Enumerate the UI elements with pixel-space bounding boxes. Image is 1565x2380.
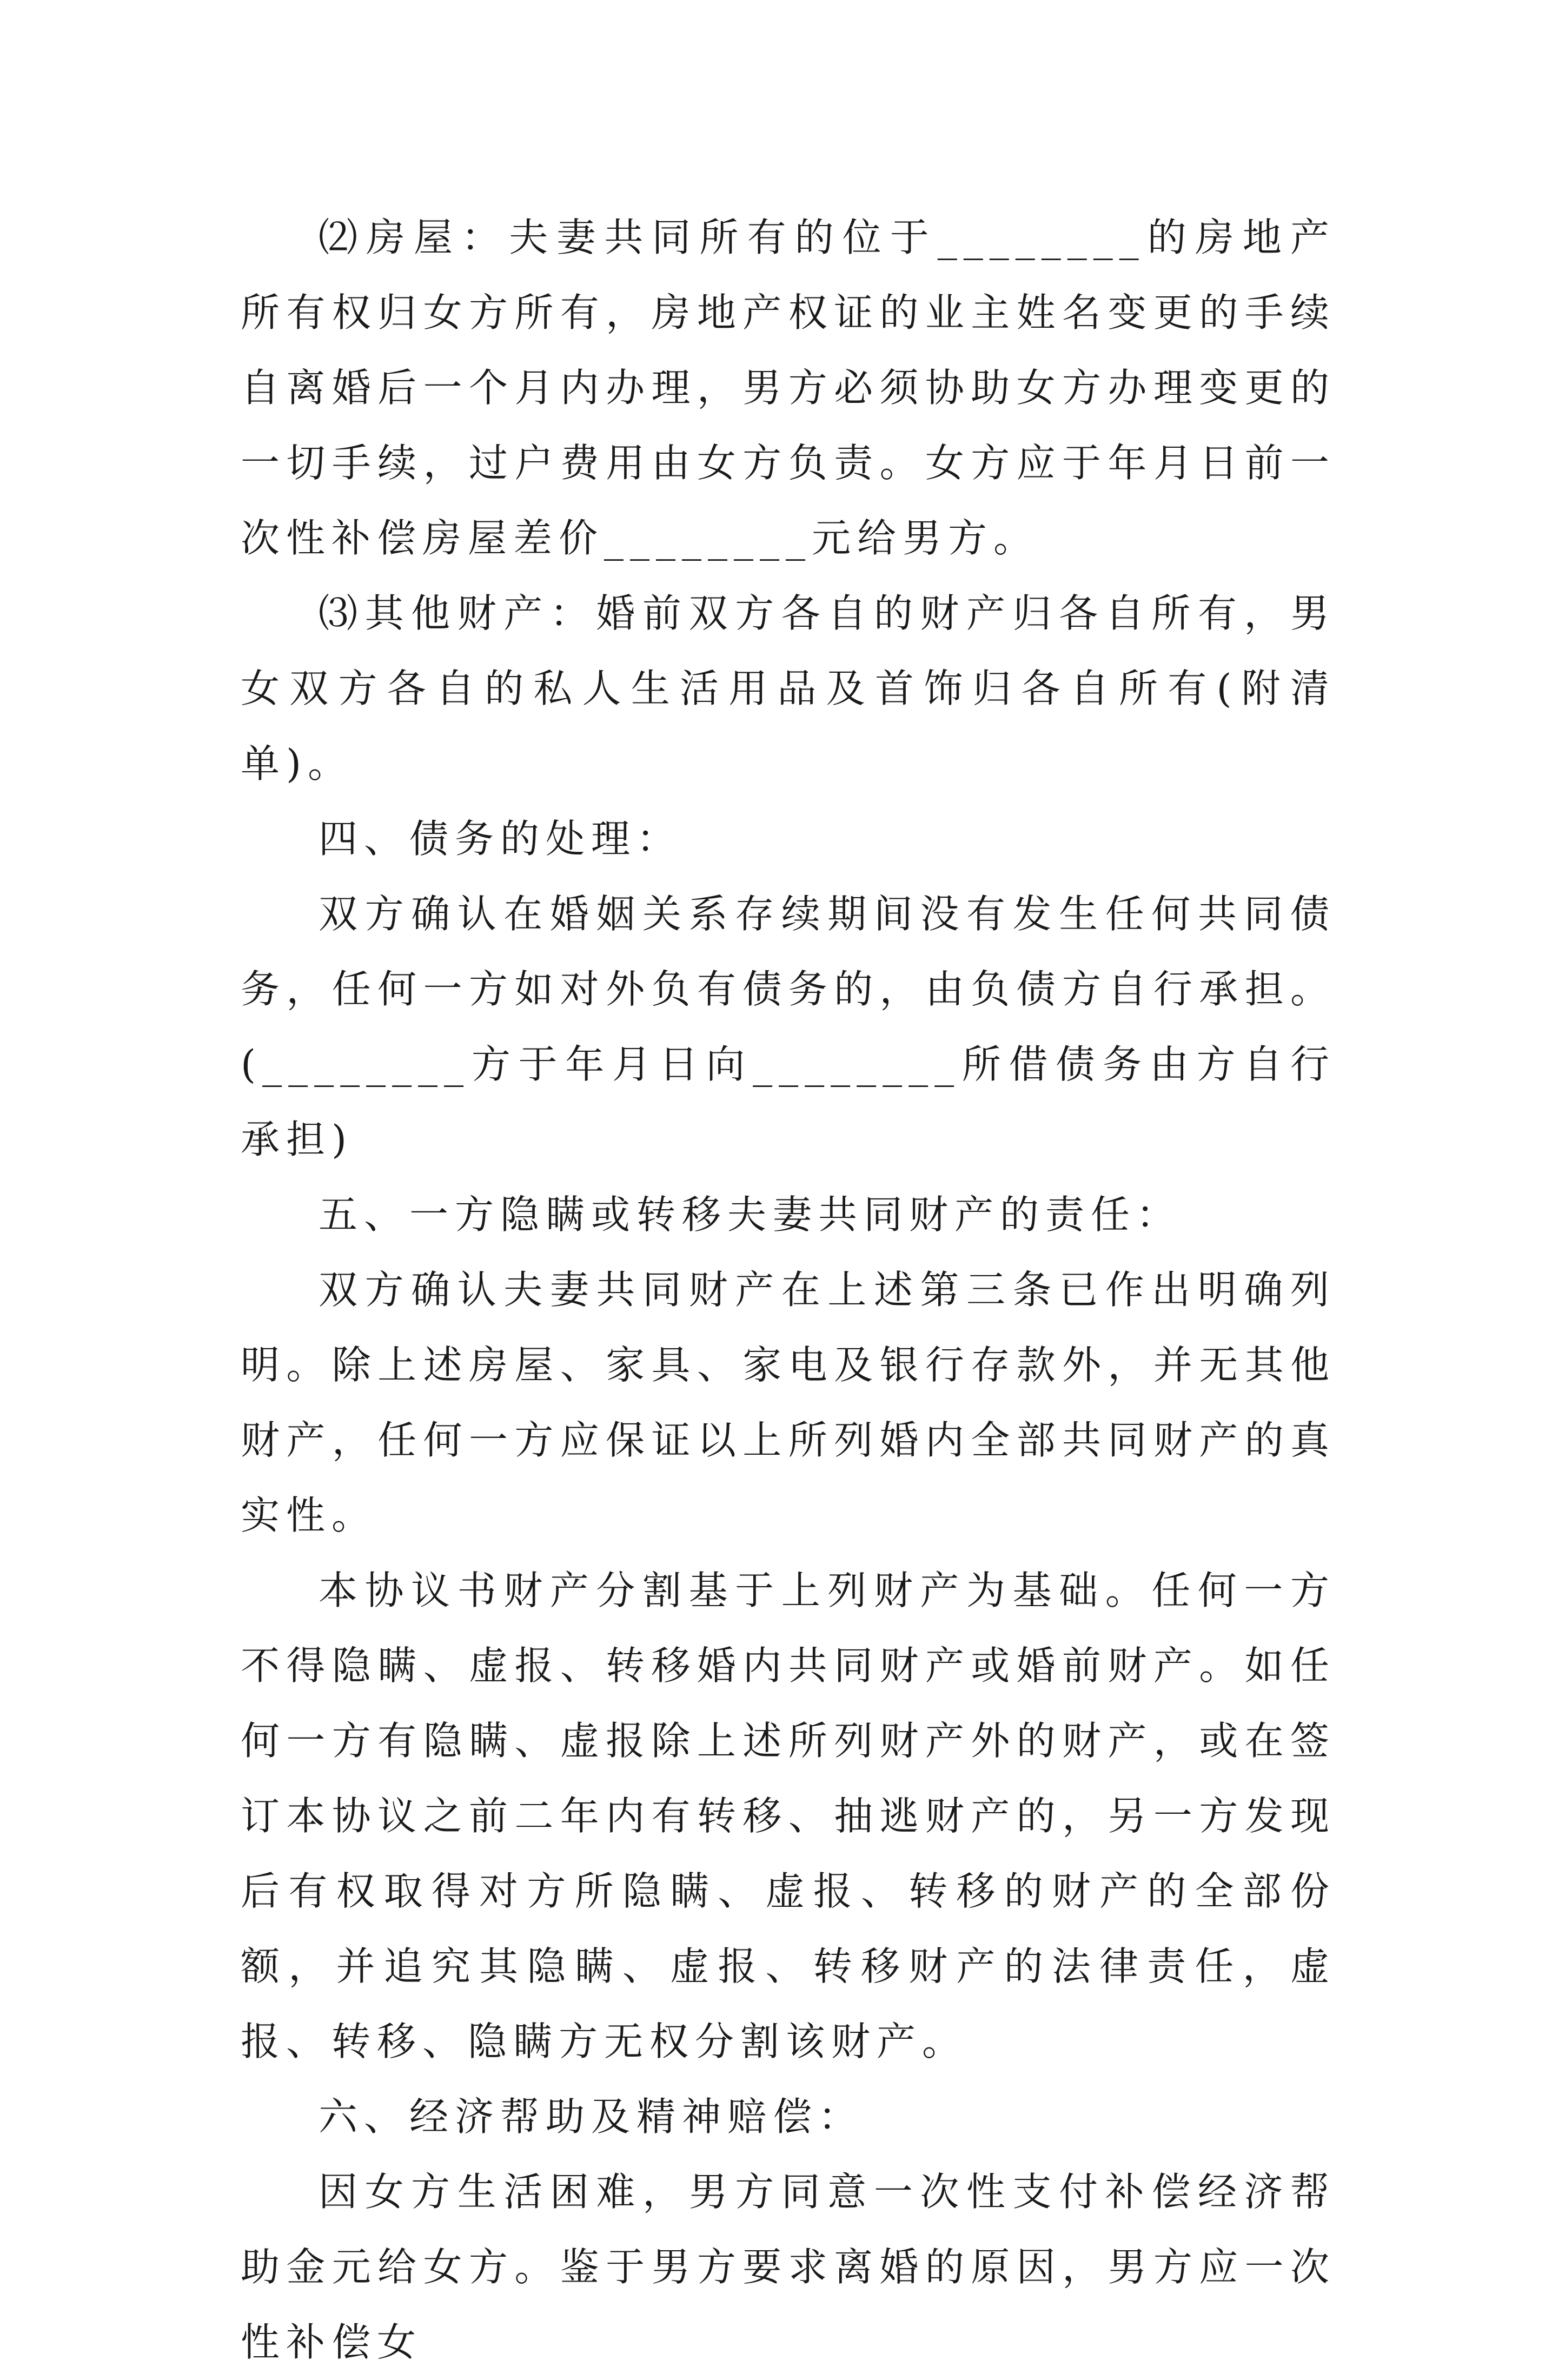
document-body [241, 200, 1336, 2380]
section-heading-debts: 四、债务的处理： [319, 816, 682, 861]
paragraph-other-property: ⑶其他财产：婚前双方各自的财产归各自所有，男女双方各自的私人生活用品及首饰归各自所有(附清单)。 [241, 591, 1336, 786]
paragraph-compensation: 因女方生活困难，男方同意一次性支付补偿经济帮助金元给女方。鉴于男方要求离婚的原因，男方应一次性补偿女 [241, 2169, 1336, 2365]
paragraph-debts: 双方确认在婚姻关系存续期间没有发生任何共同债务，任何一方如对外负有债务的，由负债方自行承担。(________方于年月日向________所借债务由方自行承担) [241, 891, 1336, 1162]
section-heading-compensation: 六、经济帮助及精神赔偿： [319, 2094, 864, 2139]
paragraph-property-confirmation: 双方确认夫妻共同财产在上述第三条已作出明确列明。除上述房屋、家具、家电及银行存款外，并无其他财产，任何一方应保证以上所列婚内全部共同财产的真实性。 [241, 1267, 1336, 1538]
paragraph-house: ⑵房屋：夫妻共同所有的位于________的房地产所有权归女方所有，房地产权证的业主姓名变更的手续自离婚后一个月内办理，男方必须协助女方办理变更的一切手续，过户费用由女方负责。女方应于年月日前一次性补偿房屋差价________元给男方。 [241, 215, 1336, 561]
section-heading-concealment: 五、一方隐瞒或转移夫妻共同财产的责任： [319, 1192, 1182, 1237]
paragraph-concealment-liability: 本协议书财产分割基于上列财产为基础。任何一方不得隐瞒、虚报、转移婚内共同财产或婚前财产。如任何一方有隐瞒、虚报除上述所列财产外的财产，或在签订本协议之前二年内有转移、抽逃财产的，另一方发现后有权取得对方所隐瞒、虚报、转移的财产的全部份额，并追究其隐瞒、虚报、转移财产的法律责任，虚报、转移、隐瞒方无权分割该财产。 [241, 1568, 1336, 2064]
